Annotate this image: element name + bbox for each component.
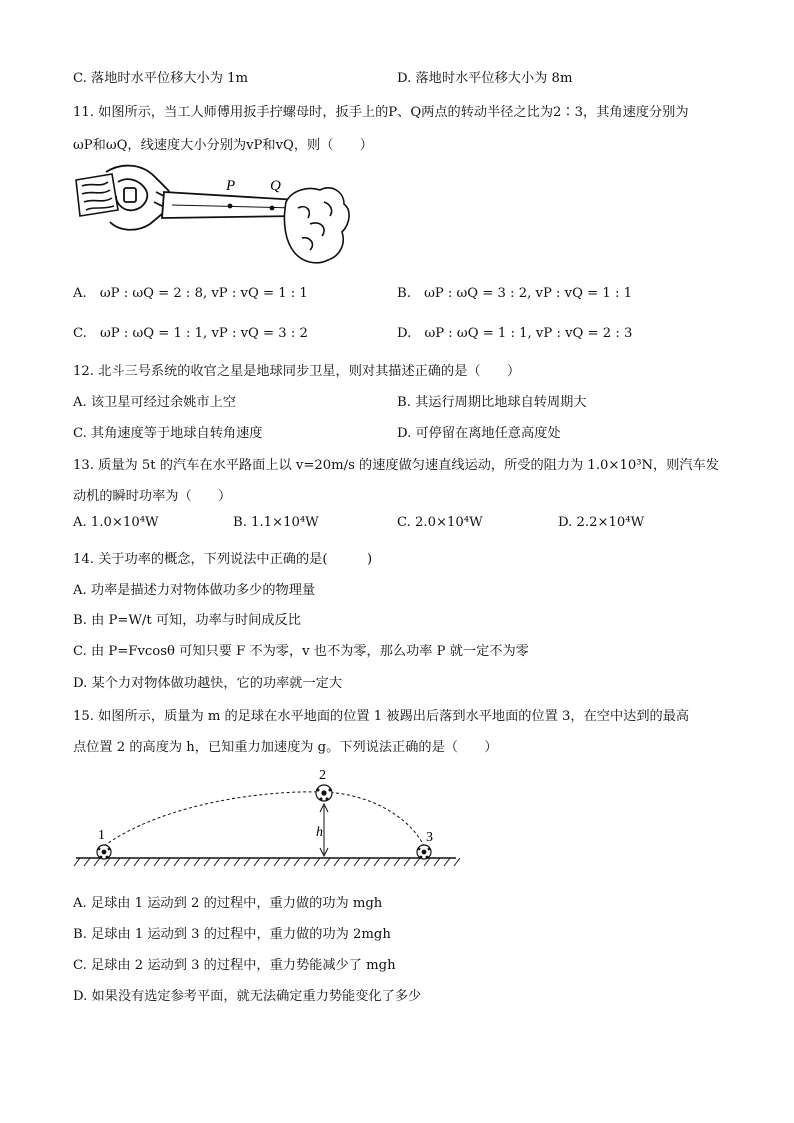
q14-option-d: D. 某个力对物体做功越快，它的功率就一定大 [73,676,343,691]
point-p-marker [228,204,233,209]
football-icon-3 [417,845,431,859]
q15-stem-line2: 点位置 2 的高度为 h，已知重力加速度为 g。下列说法正确的是（ ） [73,740,498,755]
football-icon-2 [316,785,332,801]
q12-option-a: A. 该卫星可经过余姚市上空 [73,395,236,410]
q13-option-c: C. 2.0×10⁴W [397,515,483,530]
q13-stem-line2: 动机的瞬时功率为（ ） [73,489,232,504]
ground-hatching [74,858,460,866]
q15-stem-line1: 15. 如图所示，质量为 m 的足球在水平地面的位置 1 被踢出后落到水平地面的位置 3，在空中达到的最高 [73,709,690,724]
q13-option-b: B. 1.1×10⁴W [233,515,319,530]
position-2-label: 2 [319,768,326,783]
q14-stem: 14. 关于功率的概念，下列说法中正确的是( ) [73,552,373,567]
point-q-label: Q [270,178,281,194]
q13-option-d: D. 2.2×10⁴W [558,515,645,530]
q10-option-d: D. 落地时水平位移大小为 8m [397,71,573,86]
hand-icon [284,188,349,263]
nut-icon [76,174,118,216]
q12-option-d: D. 可停留在离地任意高度处 [397,426,561,441]
q10-option-c: C. 落地时水平位移大小为 1m [73,71,248,86]
height-label: h [316,825,323,840]
football-icon-1 [97,845,111,859]
q11-stem-line2: ωP和ωQ，线速度大小分别为vP和vQ，则（ ） [73,138,373,153]
q14-option-b: B. 由 P=W/t 可知，功率与时间成反比 [73,613,301,628]
q14-option-c: C. 由 P=Fvcosθ 可知只要 F 不为零，v 也不为零，那么功率 P 就一定不为零 [73,644,529,659]
q12-option-b: B. 其运行周期比地球自转周期大 [397,395,587,410]
q11-option-a: A. ωP : ωQ = 2 : 8, vP : vQ = 1 : 1 [73,286,308,301]
q12-option-c: C. 其角速度等于地球自转角速度 [73,426,263,441]
wrench-figure [72,162,362,270]
position-3-label: 3 [426,830,433,845]
wrench-head-icon [106,166,170,230]
q15-option-c: C. 足球由 2 运动到 3 的过程中，重力势能减少了 mgh [73,958,396,973]
football-trajectory-figure [72,766,462,876]
q15-option-d: D. 如果没有选定参考平面，就无法确定重力势能变化了多少 [73,989,422,1004]
q15-option-b: B. 足球由 1 运动到 3 的过程中，重力做的功为 2mgh [73,927,391,942]
point-p-label: P [226,178,236,194]
point-q-marker [270,206,275,211]
q13-stem-line1: 13. 质量为 5t 的汽车在水平路面上以 v=20m/s 的速度做匀速直线运动，所受的阻力为 1.0×10³N，则汽车发 [73,458,719,473]
q11-option-c: C. ωP : ωQ = 1 : 1, vP : vQ = 3 : 2 [73,326,308,341]
trajectory-path [104,792,424,846]
q11-option-b: B. ωP : ωQ = 3 : 2, vP : vQ = 1 : 1 [397,286,632,301]
q11-stem-line1: 11. 如图所示，当工人师傅用扳手拧螺母时，扳手上的P、Q两点的转动半径之比为2∶3，其角速度分别为 [73,105,689,120]
q11-option-d: D. ωP : ωQ = 1 : 1, vP : vQ = 2 : 3 [397,326,633,341]
q12-stem: 12. 北斗三号系统的收官之星是地球同步卫星，则对其描述正确的是（ ） [73,364,521,379]
position-1-label: 1 [98,828,105,843]
q14-option-a: A. 功率是描述力对物体做功多少的物理量 [73,583,316,598]
q15-option-a: A. 足球由 1 运动到 2 的过程中，重力做的功为 mgh [73,896,383,911]
q13-option-a: A. 1.0×10⁴W [73,515,159,530]
